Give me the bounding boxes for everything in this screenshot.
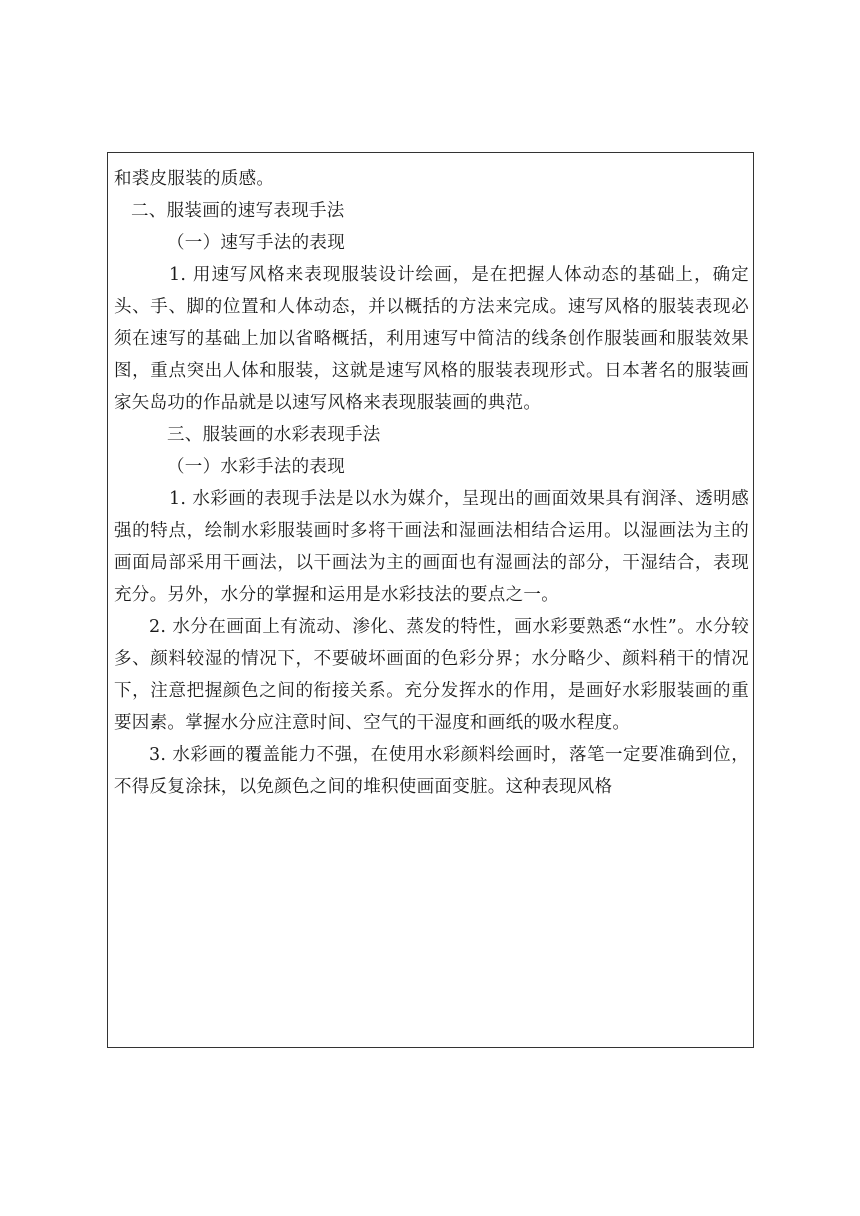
section-heading-3: 三、服装画的水彩表现手法	[167, 425, 381, 445]
subsection-heading-3-1: （一）水彩手法的表现	[167, 457, 345, 477]
section-heading-2: 二、服装画的速写表现手法	[131, 201, 345, 221]
subsection-heading-2-1: （一）速写手法的表现	[167, 233, 345, 253]
paragraph-3-1-3: 3. 水彩画的覆盖能力不强，在使用水彩颜料绘画时，落笔一定要准确到位，不得反复涂抹，以免颜色之间的堆积使画面变脏。这种表现风格	[114, 745, 749, 797]
page-frame	[107, 152, 754, 1048]
document-body	[114, 163, 749, 803]
paragraph-3-1-1: 1. 水彩画的表现手法是以水为媒介，呈现出的画面效果具有润泽、透明感强的特点，绘制水彩服装画时多将干画法和湿画法相结合运用。以湿画法为主的画面局部采用干画法，以干画法为主的画面也有湿画法的部分，干湿结合，表现充分。另外，水分的掌握和运用是水彩技法的要点之一。	[114, 489, 749, 605]
paragraph-2-1-1: 1. 用速写风格来表现服装设计绘画，是在把握人体动态的基础上，确定头、手、脚的位置和人体动态，并以概括的方法来完成。速写风格的服装表现必须在速写的基础上加以省略概括，利用速写中简洁的线条创作服装画和服装效果图，重点突出人体和服装，这就是速写风格的服装表现形式。日本著名的服装画家矢岛功的作品就是以速写风格来表现服装画的典范。	[114, 265, 749, 413]
paragraph-continued: 和裘皮服装的质感。	[114, 169, 275, 189]
paragraph-3-1-2: 2. 水分在画面上有流动、渗化、蒸发的特性，画水彩要熟悉“水性”。水分较多、颜料较湿的情况下，不要破坏画面的色彩分界；水分略少、颜料稍干的情况下，注意把握颜色之间的衔接关系。充分发挥水的作用，是画好水彩服装画的重要因素。掌握水分应注意时间、空气的干湿度和画纸的吸水程度。	[114, 617, 749, 733]
